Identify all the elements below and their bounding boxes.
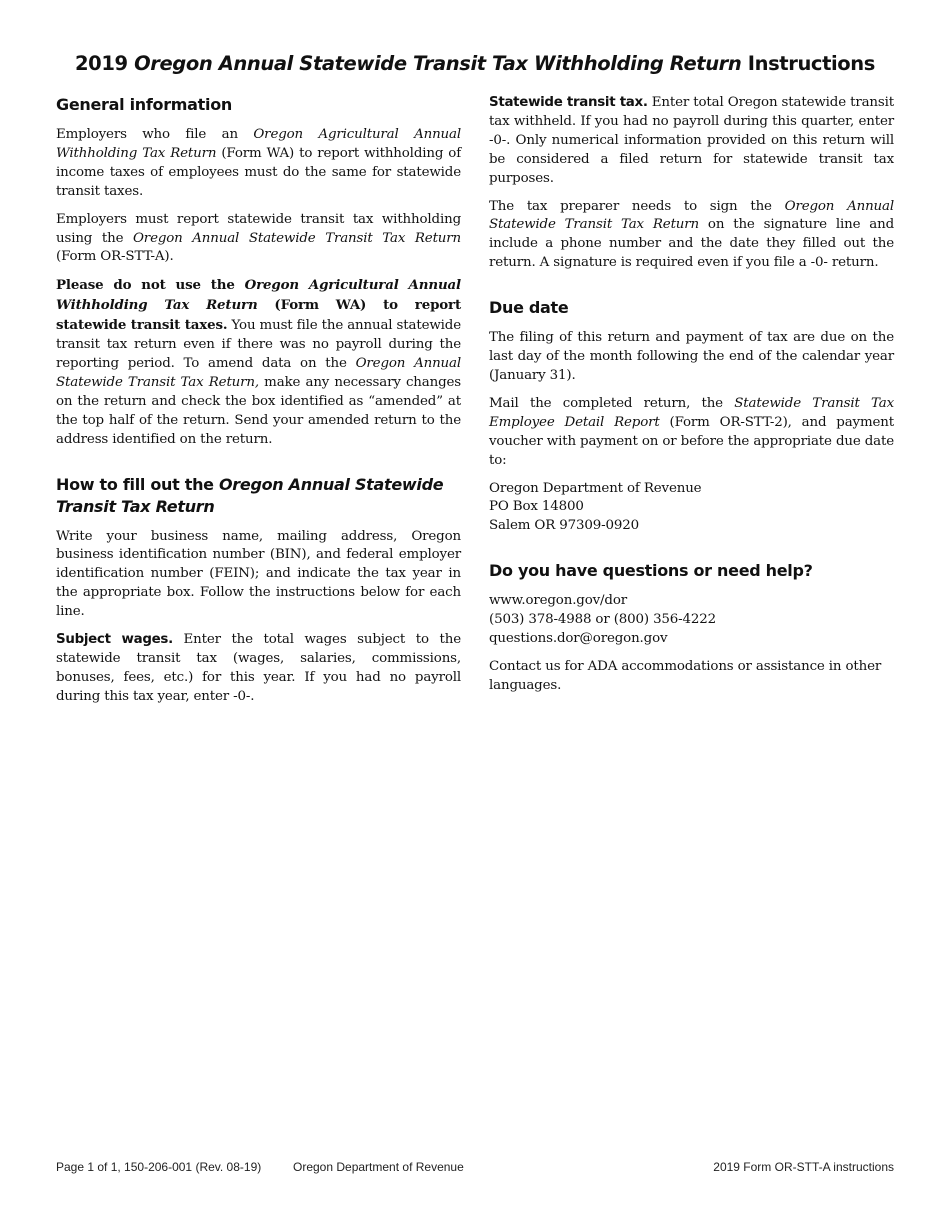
help-heading: Do you have questions or need help?: [489, 561, 813, 581]
address-line: PO Box 14800: [489, 499, 584, 515]
due-date-heading: Due date: [489, 298, 569, 318]
footer-page-info: Page 1 of 1, 150-206-001 (Rev. 08-19): [56, 1160, 262, 1174]
general-paragraph-2: Employers must report statewide transit tax withholding using the Oregon Annual Statewide Transit Tax Return (Form OR-STT-A).: [56, 211, 461, 265]
due-date-paragraph-1: The filing of this return and payment of tax are due on the last day of the month following the end of the calendar year (January 31).: [489, 330, 894, 383]
mailing-address: [489, 480, 894, 537]
right-column: [489, 94, 894, 705]
left-column: [56, 94, 461, 716]
due-date-paragraph-2: Mail the completed return, the Statewide Transit Tax Employee Detail Report (Form OR-STT-2), and payment voucher with payment on or before the appropriate due date to:: [489, 395, 895, 468]
footer-form-name: 2019 Form OR-STT-A instructions: [713, 1160, 894, 1174]
how-to-paragraph: Write your business name, mailing address, Oregon business identification number (BIN), and federal employer identification number (FEIN); and indicate the tax year in the appropriate box. Follow the instructions below for each line.: [56, 528, 461, 620]
general-information-heading: General information: [56, 95, 232, 114]
page-title: 2019 Oregon Annual Statewide Transit Tax Withholding Return Instructions: [75, 52, 875, 75]
phone-numbers: (503) 378-4988 or (800) 356-4222: [489, 612, 717, 628]
address-line: Oregon Department of Revenue: [489, 480, 702, 496]
contact-info: [489, 592, 894, 649]
signature-paragraph: The tax preparer needs to sign the Oregon Annual Statewide Transit Tax Return on the signature line and include a phone number and the date they filled out the return. A signature is required even if you file a -0- return.: [489, 198, 894, 271]
subject-wages-paragraph: Subject wages. Enter the total wages subject to the statewide transit tax (wages, salaries, commissions, bonuses, fees, etc.) for this year. If you had no payroll during this tax year, enter -0-.: [56, 632, 461, 704]
statewide-transit-tax-paragraph: Statewide transit tax. Enter total Oregon statewide transit tax withheld. If you had no payroll during this quarter, enter -0-. Only numerical information provided on this return will be considered a filed return for statewide transit tax purposes.: [489, 95, 894, 186]
general-paragraph-1: Employers who file an Oregon Agricultural Annual Withholding Tax Return (Form WA) to report withholding of income taxes of employees must do the same for statewide transit taxes.: [56, 127, 461, 199]
footer-department: Oregon Department of Revenue: [293, 1160, 464, 1174]
website-link[interactable]: www.oregon.gov/dor: [489, 593, 627, 609]
address-line: Salem OR 97309-0920: [489, 518, 639, 534]
email-link[interactable]: questions.dor@oregon.gov: [489, 631, 668, 647]
general-paragraph-3: Please do not use the Oregon Agricultural Annual Withholding Tax Return (Form WA) to report statewide transit taxes. You must file the annual statewide transit tax return even if there was no payroll during the reporting period. To amend data on the Oregon Annual Statewide Transit Tax Return, make any necessary changes on the return and check the box identified as “amended” at the top half of the return. Send your amended return to the address identified on the return.: [56, 277, 461, 447]
how-to-fill-heading: How to fill out the Oregon Annual Statewide Transit Tax Return: [56, 474, 444, 516]
ada-paragraph: Contact us for ADA accommodations or assistance in other languages.: [489, 658, 882, 693]
